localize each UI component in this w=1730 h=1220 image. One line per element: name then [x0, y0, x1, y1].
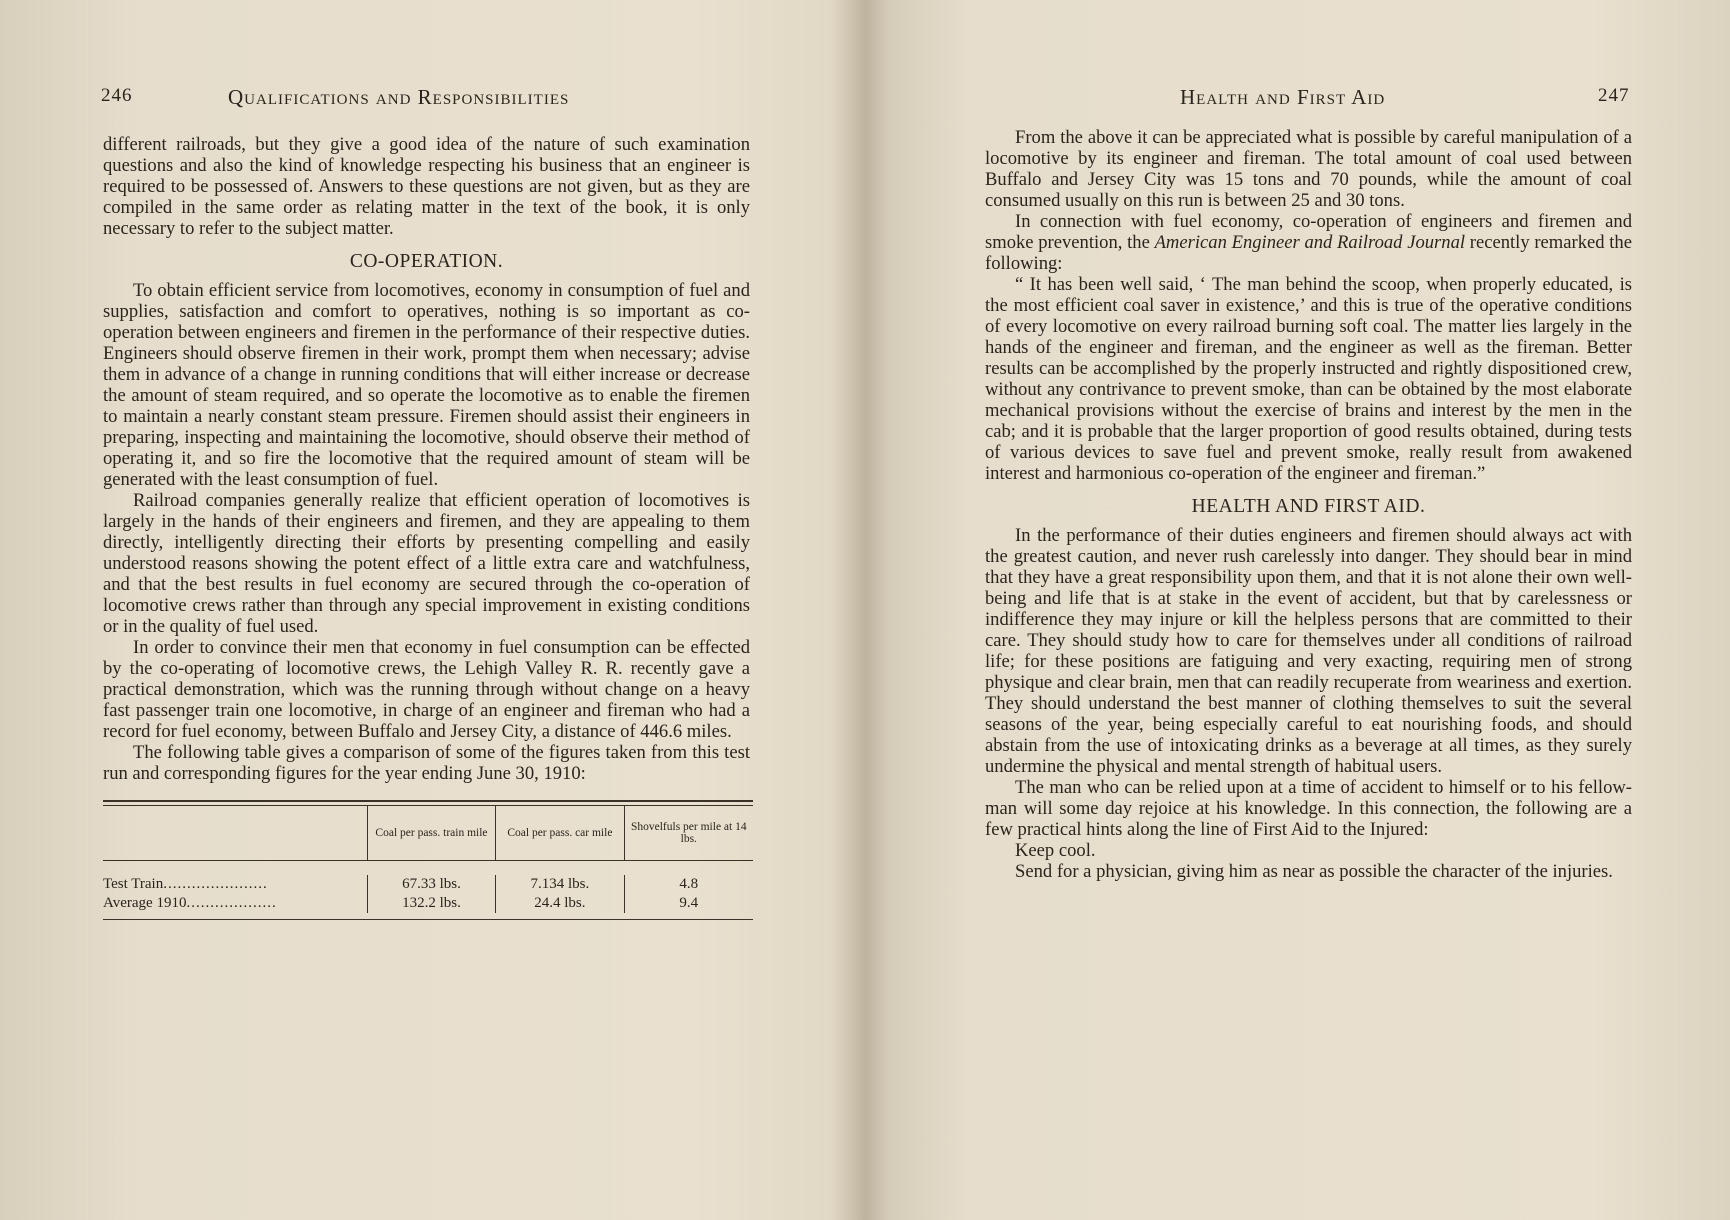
- row-labels: [103, 875, 367, 913]
- table-row-label: Average 1910...................: [103, 895, 277, 911]
- table-cell: 9.4: [679, 895, 699, 911]
- car-mile-column: [495, 875, 623, 913]
- train-mile-column: [367, 875, 495, 913]
- intro-paragraph: different railroads, but they give a good idea of the nature of such examination questions and also the kind of knowledge respecting his business that an engineer is required to be possessed of. Answers to these questions are not given, but as they are compiled in the same order as relating matter in the text of the book, it is only necessary to refer to the subject matter.: [103, 134, 750, 239]
- table-body: [103, 861, 753, 920]
- paragraph: The following table gives a comparison of some of the figures taken from this test run and corresponding figures for the year ending June 30, 1910:: [103, 742, 750, 784]
- paragraph: In connection with fuel economy, co-operation of engineers and firemen and smoke prevention, the American Engineer and Railroad Journal recently remarked the following:: [985, 211, 1632, 274]
- table-cell: 24.4 lbs.: [534, 895, 586, 911]
- fuel-comparison-table: [103, 800, 753, 920]
- running-head: Health and First Aid: [1180, 85, 1386, 109]
- column-header: Coal per pass. car mile: [495, 806, 623, 860]
- paragraph: The man who can be relied upon at a time of accident to himself or to his fellow-man will some day rejoice at his knowledge. In this connection, the following are a few practical hints along the line of First Aid to the Injured:: [985, 777, 1632, 840]
- paragraph: Railroad companies generally realize that efficient operation of locomotives is largely in the hands of their engineers and firemen, and they are appealing to them directly, intelligently directing their efforts by presenting compelling and easily understood reasons showing the potent effect of a little extra care and watchfulness, and that the best results in fuel economy are secured through the co-operation of locomotive crews rather than through any special improvement in existing conditions or in the quality of fuel used.: [103, 490, 750, 637]
- section-title: CO-OPERATION.: [349, 251, 504, 272]
- section-title: HEALTH AND FIRST AID.: [1191, 496, 1426, 517]
- paragraph: From the above it can be appreciated what is possible by careful manipulation of a locomotive by its engineer and fireman. The total amount of coal used between Buffalo and Jersey City was 15 tons and 70 pounds, while the amount of coal consumed usually on this run is between 25 and 30 tons.: [985, 127, 1632, 211]
- table-header-blank: [103, 806, 367, 860]
- table-cell: 132.2 lbs.: [402, 895, 461, 911]
- table-header: [103, 806, 753, 861]
- page-body: [103, 134, 750, 920]
- column-header: Coal per pass. train mile: [367, 806, 495, 860]
- column-header: Shovelfuls per mile at 14 lbs.: [624, 806, 753, 860]
- running-head: Qualifications and Responsibilities: [228, 85, 570, 109]
- paragraph: In order to convince their men that economy in fuel consumption can be effected by the co-operating of locomotive crews, the Lehigh Valley R. R. recently gave a practical demonstration, which was the running through without change on a heavy fast passenger train one locomotive, in charge of an engineer and fireman who had a record for fuel economy, between Buffalo and Jersey City, a distance of 446.6 miles.: [103, 637, 750, 742]
- page-body: [985, 127, 1632, 882]
- shovelfuls-column: [624, 875, 753, 913]
- journal-title: American Engineer and Railroad Journal: [1154, 232, 1466, 253]
- page-number: 246: [101, 85, 133, 106]
- table-cell: 67.33 lbs.: [402, 876, 461, 892]
- paragraph: Send for a physician, giving him as near as possible the character of the injuries.: [1015, 861, 1613, 882]
- paragraph: To obtain efficient service from locomotives, economy in consumption of fuel and supplies, satisfaction and comfort to operatives, nothing is so important as co-operation between engineers and firemen in the performance of their respective duties. Engineers should observe firemen in their work, prompt them when necessary; advise them in advance of a change in running conditions that will either increase or decrease the amount of steam required, and so operate the locomotive as to enable the firemen to maintain a nearly constant steam pressure. Firemen should assist their engineers in preparing, inspecting and maintaining the locomotive, should observe their method of operating it, and so fire the locomotive that the required amount of steam will be generated with the least consumption of fuel.: [103, 280, 750, 490]
- table-row-label: Test Train......................: [103, 876, 268, 892]
- paragraph: In the performance of their duties engineers and firemen should always act with the greatest caution, and never rush carelessly into danger. They should bear in mind that they have a great responsibility upon them, and that it is not alone their own well-being and life that is at stake in the event of accident, but that by carelessness or indifference they may injure or kill the helpless persons that are committed to their care. They should study how to care for themselves under all conditions of railroad life; for these positions are fatiguing and very exacting, requiring men of strong physique and clear brain, men that can readily recuperate from weariness and exertion. They should understand the best manner of clothing themselves to suit the several seasons of the year, being especially careful to eat nourishing foods, and should abstain from the use of intoxicating drinks as a beverage at all times, as they surely undermine the physical and mental strength of habitual users.: [985, 525, 1632, 777]
- right-page: [865, 0, 1730, 1220]
- quotation: “ It has been well said, ‘ The man behind the scoop, when properly educated, is the most efficient coal saver in existence,’ and this is true of the operative conditions of every locomotive on every railroad burning soft coal. The matter lies largely in the hands of the engineer and fireman, and the engineer as well as the fireman. Better results can be accomplished by the properly instructed and rightly dispositioned crew, without any contrivance to prevent smoke, than can be obtained by the most elaborate mechanical provisions without the exercise of brains and interest by the men in the cab; and it is probable that the larger proportion of good results obtained, during tests of various devices to save fuel and prevent smoke, really result from awakened interest and harmonious co-operation of the engineer and fireman.”: [985, 274, 1632, 484]
- table-cell: 7.134 lbs.: [530, 876, 590, 892]
- table-cell: 4.8: [679, 876, 699, 892]
- page-number: 247: [1598, 85, 1630, 106]
- paragraph: Keep cool.: [1015, 840, 1096, 861]
